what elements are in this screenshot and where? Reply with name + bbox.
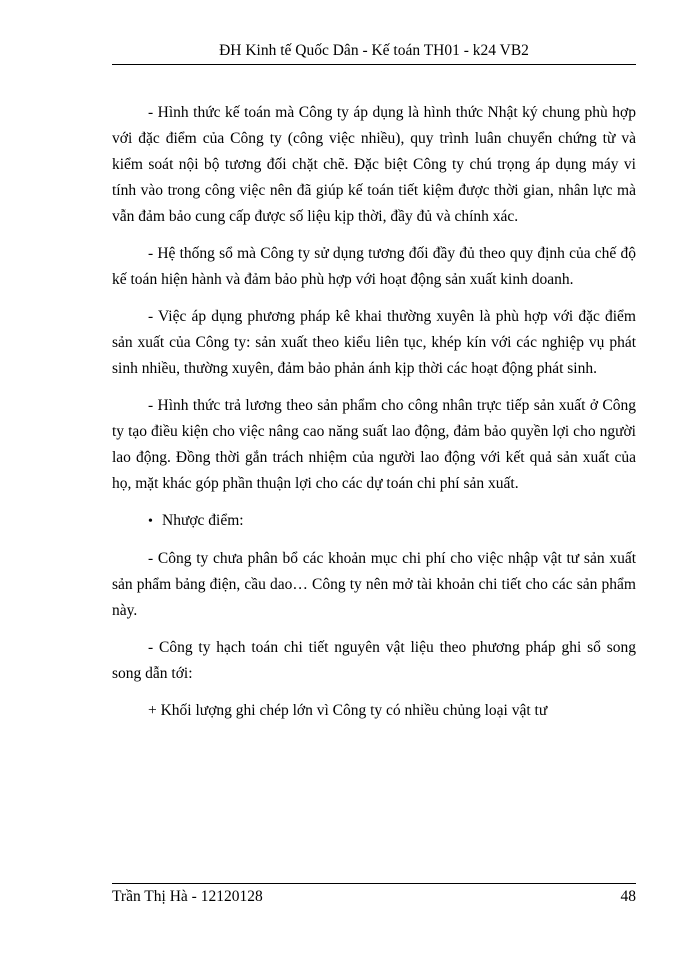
- page-number: 48: [620, 888, 636, 905]
- paragraph-ledger-system: - Hệ thống sổ mà Công ty sử dụng tương đối đầy đủ theo quy định của chế độ kế toán hiện hành và đảm bảo phù hợp với hoạt động sản xuất kinh doanh.: [112, 245, 636, 288]
- header-divider: [112, 64, 636, 65]
- page-body: [112, 100, 636, 735]
- page-header: ĐH Kinh tế Quốc Dân - Kế toán TH01 - k24 VB2: [219, 42, 529, 59]
- footer-author: Trần Thị Hà - 12120128: [112, 888, 263, 905]
- bullet-weaknesses-label: Nhược điểm:: [162, 512, 244, 529]
- paragraph-recording-volume: + Khối lượng ghi chép lớn vì Công ty có nhiều chủng loại vật tư: [148, 702, 548, 719]
- bullet-weaknesses: [148, 508, 636, 535]
- footer-divider: [112, 883, 636, 884]
- paragraph-accounting-form: - Hình thức kế toán mà Công ty áp dụng là hình thức Nhật ký chung phù hợp với đặc điểm của Công ty (công việc nhiều), quy trình luân chuyển chứng từ và kiểm soát nội bộ tương đối chặt chẽ. Đặc biệt Công ty chú trọng áp dụng máy vi tính vào trong công việc nên đã giúp kế toán tiết kiệm được thời gian, nhân lực mà vẫn đảm bảo cung cấp được số liệu kịp thời, đầy đủ và chính xác.: [112, 104, 636, 225]
- paragraph-material-accounting: - Công ty hạch toán chi tiết nguyên vật liệu theo phương pháp ghi sổ song song dẫn tới:: [112, 639, 636, 682]
- page-footer: [112, 888, 636, 906]
- paragraph-inventory-method: - Việc áp dụng phương pháp kê khai thường xuyên là phù hợp với đặc điểm sản xuất của Công ty: sản xuất theo kiểu liên tục, khép kín với các nghiệp vụ phát sinh nhiều, thường xuyên, đảm bảo phản ánh kịp thời các hoạt động phát sinh.: [112, 308, 636, 377]
- paragraph-wage-form: - Hình thức trả lương theo sản phẩm cho công nhân trực tiếp sản xuất ở Công ty tạo điều kiện cho việc nâng cao năng suất lao động, đảm bảo quyền lợi cho người lao động. Đồng thời gắn trách nhiệm của người lao động với kết quả sản xuất của họ, mặt khác góp phần thuận lợi cho các dự toán chi phí sản xuất.: [112, 397, 636, 492]
- paragraph-cost-allocation: - Công ty chưa phân bổ các khoản mục chi phí cho việc nhập vật tư sản xuất sản phẩm bảng điện, cầu dao… Công ty nên mở tài khoản chi tiết cho các sản phẩm này.: [112, 550, 636, 619]
- bullet-dot-icon: •: [148, 514, 153, 529]
